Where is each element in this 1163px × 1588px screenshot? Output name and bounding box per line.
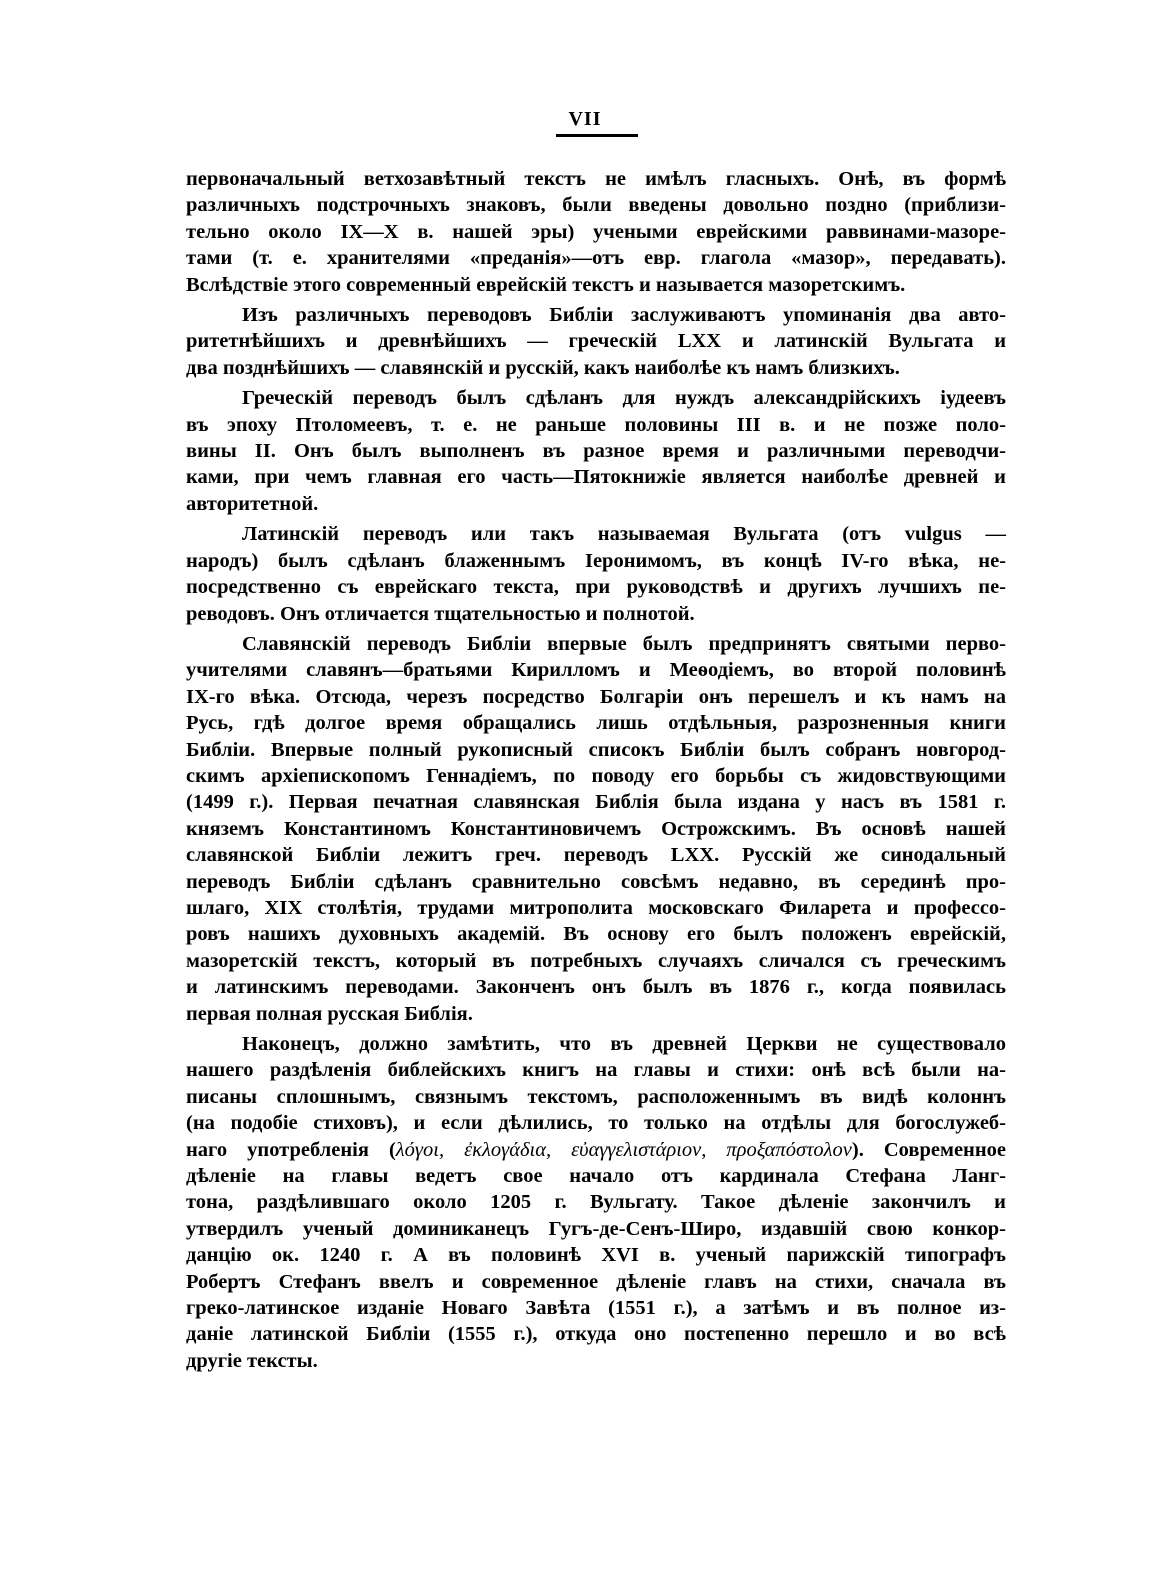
- text-line: Изъ различныхъ переводовъ Библіи заслуживаютъ упоминанія два авто-: [242, 304, 1006, 327]
- text-segment: ). Современное: [851, 1138, 1007, 1161]
- text-line: утвердилъ ученый доминиканецъ Гугъ-де-Сенъ-Широ, издавшій свою конкор-: [186, 1217, 1006, 1240]
- text-line: тона, раздѣлившаго около 1205 г. Вульгату. Такое дѣленіе закончилъ и: [186, 1191, 1006, 1214]
- greek-terms: λόγοι, ἐκλογάδια, εὐαγγελιστάριον, προξαπόστολον: [395, 1138, 852, 1161]
- paragraph-1: [186, 166, 1006, 298]
- text-line: нашего раздѣленія библейскихъ книгъ на главы и стихи: онѣ всѣ были на-: [186, 1059, 1006, 1082]
- text-line: ками, при чемъ главная его часть—Пятокнижіе является наиболѣе древней и: [186, 466, 1006, 489]
- text-line: вины II. Онъ былъ выполненъ въ разное время и различными переводчи-: [186, 440, 1006, 463]
- text-line: писаны сплошнымъ, связнымъ текстомъ, расположеннымъ въ видѣ колоннъ: [186, 1085, 1006, 1108]
- text-line: народъ) былъ сдѣланъ блаженнымъ Іеронимомъ, въ концѣ IV-го вѣка, не-: [186, 549, 1006, 572]
- text-line: IX-го вѣка. Отсюда, черезъ посредство Болгаріи онъ перешелъ и къ намъ на: [186, 685, 1006, 708]
- text-line: Робертъ Стефанъ ввелъ и современное дѣленіе главъ на стихи, сначала въ: [186, 1270, 1006, 1293]
- text-line: тами (т. е. хранителями «преданія»—отъ евр. глагола «мазор», передавать).: [186, 247, 1006, 270]
- text-line: ритетнѣйшихъ и древнѣйшихъ — греческій LXX и латинскій Вульгата и: [186, 330, 1006, 353]
- text-line: дѣленіе на главы ведетъ свое начало отъ кардинала Стефана Ланг-: [186, 1165, 1006, 1188]
- body-text: [186, 166, 1006, 1378]
- page-number: VII: [568, 108, 602, 130]
- text-line: переводъ Библіи сдѣланъ сравнительно совсѣмъ недавно, въ серединѣ про-: [186, 870, 1006, 893]
- text-line: Русь, гдѣ долгое время обращались лишь отдѣльныя, разрозненныя книги: [186, 712, 1006, 735]
- paragraph-6: [186, 1031, 1006, 1374]
- text-line: посредственно съ еврейскаго текста, при руководствѣ и другихъ лучшихъ пе-: [186, 576, 1006, 599]
- header-rule: [556, 134, 638, 137]
- text-line: скимъ архіепископомъ Геннадіемъ, по поводу его борьбы съ жидовствующими: [186, 764, 1006, 787]
- text-line: и латинскимъ переводами. Законченъ онъ былъ въ 1876 г., когда появилась: [186, 976, 1006, 999]
- text-line-mixed: наго употребленія (λόγοι, ἐκλογάδια, εὐαγγελιστάριον, προξαπόστολον). Современное: [186, 1138, 1007, 1161]
- text-line: реводовъ. Онъ отличается тщательностью и полнотой.: [186, 602, 695, 625]
- text-line: греко-латинское изданіе Новаго Завѣта (1551 г.), а затѣмъ и въ полное из-: [186, 1297, 1006, 1320]
- text-line: авторитетной.: [186, 492, 319, 515]
- text-line: два позднѣйшихъ — славянскій и русскій, какъ наиболѣе къ намъ близкихъ.: [186, 356, 900, 379]
- text-line: различныхъ подстрочныхъ знаковъ, были введены довольно поздно (приблизи-: [186, 194, 1006, 217]
- paragraph-3: [186, 385, 1006, 517]
- paragraph-5: [186, 631, 1006, 1027]
- text-line: другіе тексты.: [186, 1349, 318, 1372]
- paragraph-2: [186, 302, 1006, 381]
- text-line: учителями славянъ—братьями Кирилломъ и Меѳодіемъ, во второй половинѣ: [186, 659, 1006, 682]
- text-line: (на подобіе стиховъ), и если дѣлились, то только на отдѣлы для богослужеб-: [186, 1112, 1006, 1135]
- text-line: тельно около IX—X в. нашей эры) учеными еврейскими раввинами-мазоре-: [186, 220, 1006, 243]
- text-line: данцію ок. 1240 г. А въ половинѣ XVI в. ученый парижскій типографъ: [186, 1244, 1006, 1267]
- text-line: Славянскій переводъ Библіи впервые былъ предпринятъ святыми перво-: [242, 632, 1006, 655]
- text-line: шлаго, XIX столѣтія, трудами митрополита московскаго Филарета и профессо-: [186, 896, 1006, 919]
- text-line: Наконецъ, должно замѣтить, что въ древней Церкви не существовало: [242, 1033, 1006, 1055]
- text-line: княземъ Константиномъ Константиновичемъ Острожскимъ. Въ основѣ нашей: [186, 817, 1006, 840]
- text-line: въ эпоху Птоломеевъ, т. е. не раньше половины III в. и не позже поло-: [186, 413, 1006, 436]
- text-line: славянской Библіи лежитъ греч. переводъ LXX. Русскій же синодальный: [186, 844, 1006, 867]
- text-line: Вслѣдствіе этого современный еврейскій текстъ и называется мазоретскимъ.: [186, 273, 906, 296]
- text-line: мазоретскій текстъ, который въ потребныхъ случаяхъ сличался съ греческимъ: [186, 949, 1006, 972]
- text-line: первая полная русская Библія.: [186, 1002, 473, 1025]
- paragraph-4: [186, 521, 1006, 627]
- text-line: даніе латинской Библіи (1555 г.), откуда оно постепенно перешло и во всѣ: [186, 1323, 1006, 1346]
- text-line: (1499 г.). Первая печатная славянская Библія была издана у насъ въ 1581 г.: [186, 791, 1006, 814]
- text-line: Латинскій переводъ или такъ называемая Вульгата (отъ vulgus —: [242, 523, 1006, 546]
- text-line: Библіи. Впервые полный рукописный списокъ Библіи былъ собранъ новгород-: [186, 738, 1006, 761]
- text-segment: наго употребленія: [186, 1138, 369, 1161]
- text-line: ровъ нашихъ духовныхъ академій. Въ основу его былъ положенъ еврейскій,: [186, 923, 1006, 946]
- text-line: первоначальный ветхозавѣтный текстъ не имѣлъ гласныхъ. Онѣ, въ формѣ: [186, 168, 1006, 190]
- text-line: Греческій переводъ былъ сдѣланъ для нуждъ александрійскихъ іудеевъ: [242, 387, 1006, 410]
